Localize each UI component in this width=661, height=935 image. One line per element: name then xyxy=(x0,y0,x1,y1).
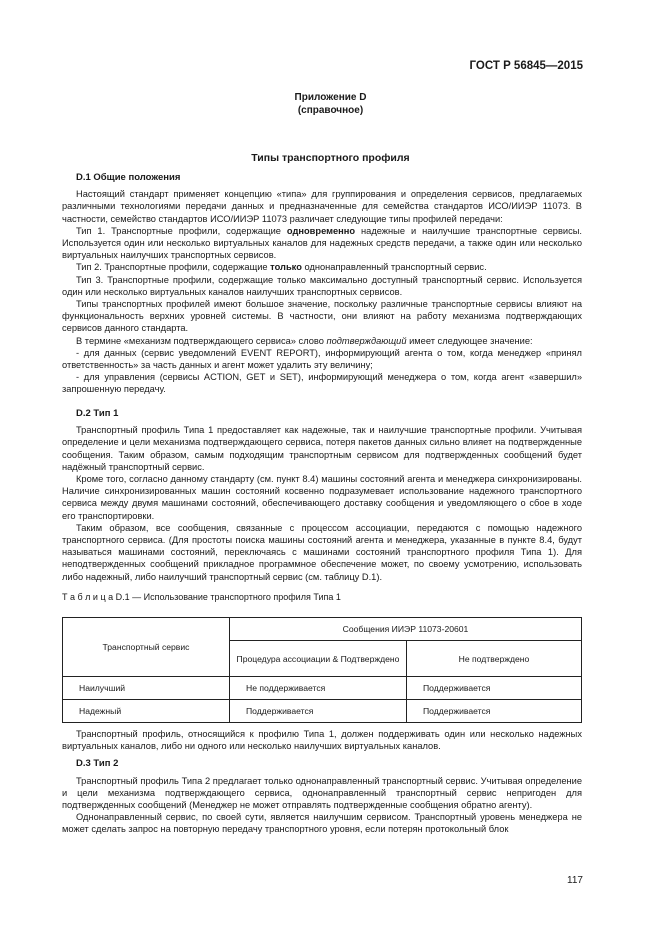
appendix-subtitle: (справочное) xyxy=(297,105,364,116)
appendix-heading xyxy=(0,91,661,117)
paragraph: Тип 2. Транспортные профили, содержащие только однонаправленный транспортный сервис. xyxy=(76,262,487,273)
paragraph: Тип 3. Транспортные профили, содержащие только максимально доступный транспортный сервис. Используется один или несколько виртуальных каналов наилучших транспортных сервисов. xyxy=(62,274,582,297)
cell-confirmed: Не поддерживается xyxy=(230,677,407,700)
paragraph: - для данных (сервис уведомлений EVENT REPORT), информирующий агента о том, когда менеджер «принял ответственность» за часть данных и агент может удалить эту величину; xyxy=(62,347,582,371)
header-association-confirmed: Процедура ассоциации & Подтверждено xyxy=(230,641,407,677)
paragraph: Транспортный профиль Типа 2 предлагает только однонаправленный транспортный сервис. Учитывая определение и цели механизма подтверждающего сервиса, однонаправленный транспортный сервис непригоден для подтвержденных сообщений (Менеджер не может отправлять подтвержденные сообщения обратно агенту). xyxy=(62,775,582,811)
paragraph: Кроме того, согласно данному стандарту (см. пункт 8.4) машины состояний агента и менеджера синхронизированы. Наличие синхронизированных машин состояний косвенно подразумевает использование надежного транспортного сервиса между двумя машинами состояний, обеспечивающего доставку сообщения и уведомляющего о сбое в ходе его транспортировки. xyxy=(62,474,582,521)
paragraph: Однонаправленный сервис, по своей сути, является наилучшим сервисом. Транспортный уровень менеджера не может сделать запрос на повторную передачу транспортного уровня, если потерян протокольный блок xyxy=(62,812,582,835)
header-messages: Сообщения ИИЭР 11073-20601 xyxy=(230,618,582,641)
standard-number: ГОСТ Р 56845—2015 xyxy=(469,60,583,72)
paragraph: Таким образом, все сообщения, связанные с процессом ассоциации, передаются с помощью надежного транспортного сервиса. (Для простоты поиска машины состояний агента и менеджера, указанные в пункте 8.4, будут называться машинами состояний, переключаясь с машинами состояний транспортного профиля Типа 1). Для неподтвержденных сообщений прикладное программное обеспечение может, по своему усмотрению, использовать либо надежный, либо наилучший транспортный сервис (см. таблицу D.1). xyxy=(62,522,582,582)
document-title: Типы транспортного профиля xyxy=(251,152,410,164)
table-row xyxy=(63,677,582,700)
appendix-title: Приложение D xyxy=(294,92,367,103)
paragraph: Типы транспортных профилей имеют большое значение, поскольку различные транспортные сервисы влияют на функциональность верхних уровней системы. В частности, они влияют на работу механизма подтверждающих сервисов данного стандарта. xyxy=(62,299,582,334)
post-table-section xyxy=(62,728,582,836)
paragraph: Тип 1. Транспортные профили, содержащие одновременно надежные и наилучшие транспортные сервисы. Используется один или несколько виртуальных каналов для надежных средств передачи, а также один или несколько виртуальных наилучших транспортных сервисов. xyxy=(62,225,582,261)
section-heading: D.1 Общие положения xyxy=(76,172,181,183)
paragraph: Настоящий стандарт применяет концепцию «типа» для группирования и определения сервисов, предлагаемых различными технологиями передачи данных и предназначенные для семейства стандартов ИСО/ИИЭР 11073. В частности, семейство стандартов ИСО/ИИЭР 11073 различает следующие типы профилей передачи: xyxy=(62,189,582,224)
cell-unconfirmed: Поддерживается xyxy=(407,677,582,700)
header-unconfirmed: Не подтверждено xyxy=(407,641,582,677)
section-heading: D.2 Тип 1 xyxy=(76,408,119,419)
section-heading: D.3 Тип 2 xyxy=(76,758,119,770)
cell-unconfirmed: Поддерживается xyxy=(407,700,582,723)
section-d1 xyxy=(62,172,582,396)
page-number: 117 xyxy=(567,875,583,886)
cell-service: Наилучший xyxy=(63,677,230,700)
cell-confirmed: Поддерживается xyxy=(230,700,407,723)
paragraph: Транспортный профиль, относящийся к профилю Типа 1, должен поддерживать один или несколько надежных виртуальных каналов, либо ни одного или несколько наилучших виртуальных каналов. xyxy=(62,729,582,752)
section-d2 xyxy=(62,408,582,583)
paragraph: В термине «механизм подтверждающего сервиса» слово подтверждающий имеет следующее значение: xyxy=(76,335,533,346)
transport-profile-table xyxy=(62,617,582,723)
cell-service: Надежный xyxy=(63,700,230,723)
table-row xyxy=(63,700,582,723)
paragraph: Транспортный профиль Типа 1 предоставляет как надежные, так и наилучшие транспортные профили. Учитывая определение и цели механизма подтверждающего сервиса, потеря пакетов данных сильно влияет на подтвержденные сообщения. Таким образом, самым подходящим транспортным сервисом для подтвержденных сообщений будет надёжный транспортный сервис. xyxy=(62,425,582,472)
paragraph: - для управления (сервисы ACTION, GET и SET), информирующий менеджера о том, когда агент «завершил» запрошенную передачу. xyxy=(62,372,582,395)
table-caption: Т а б л и ц а D.1 — Использование транспортного профиля Типа 1 xyxy=(62,592,341,602)
header-transport-service: Транспортный сервис xyxy=(63,618,230,677)
